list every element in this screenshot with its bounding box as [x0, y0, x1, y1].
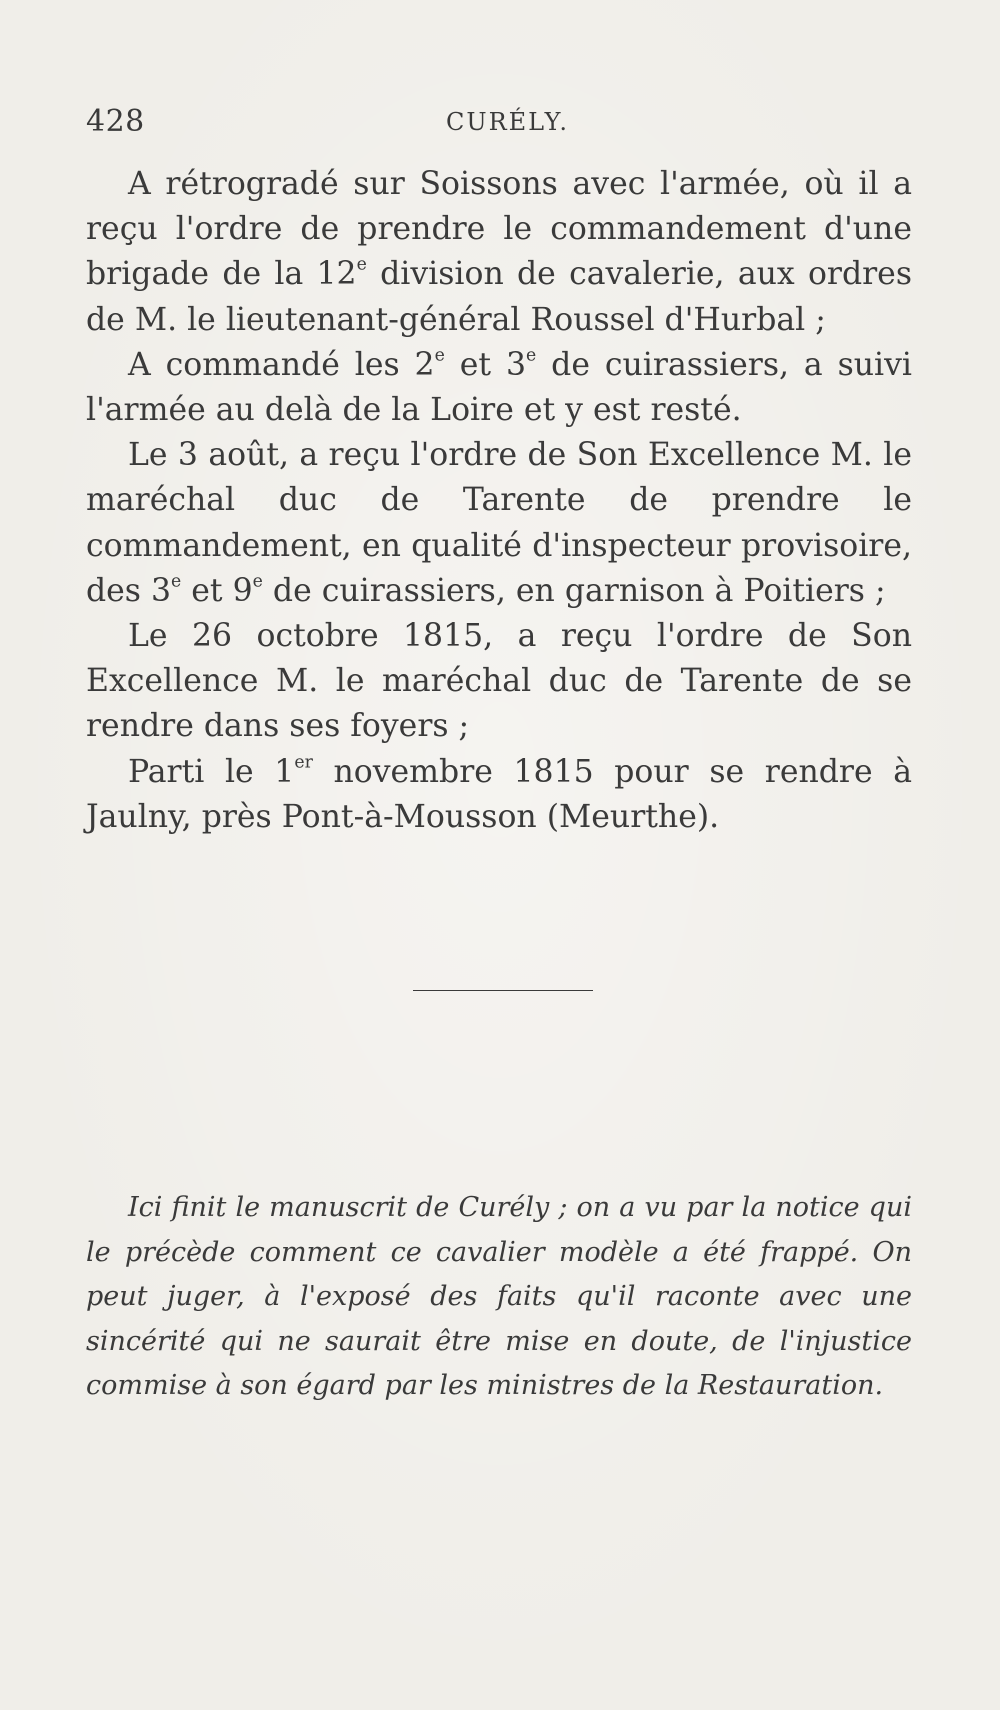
- section-divider: [413, 990, 593, 991]
- superscript: er: [294, 751, 313, 772]
- superscript: e: [171, 571, 182, 592]
- closing-note: [86, 1186, 912, 1409]
- superscript: e: [252, 571, 263, 592]
- paragraph-text: novembre 1815 pour se rendre à Jaulny, près Pont-à-Mousson (Meurthe).: [86, 753, 912, 835]
- running-title: CURÉLY.: [446, 108, 569, 136]
- paragraph-text: Parti le 1: [128, 753, 295, 790]
- paragraph-text: de cuirassiers, a suivi l'armée au delà de la Loire et y est resté.: [86, 346, 912, 429]
- body-text: [86, 162, 912, 840]
- paragraph-text: division de cavalerie, aux ordres de M. le lieutenant-général Roussel d'Hurbal ;: [86, 256, 912, 338]
- paragraph-text: et 3: [444, 346, 527, 383]
- paragraph: [86, 162, 912, 343]
- closing-note-text: Ici finit le manuscrit de Curély ; on a vu par la notice qui le précède comment ce cavalier modèle a été frappé. On peut juger, à l'exposé des faits qu'il raconte avec une sincérité qui ne saurait être mise en doute, de l'injustice commise à son égard par les ministres de la Restauration.: [86, 1192, 912, 1401]
- page-number: 428: [86, 104, 145, 139]
- paragraph-text: A commandé les 2: [128, 346, 435, 383]
- paragraph-text: et 9: [181, 572, 253, 609]
- superscript: e: [356, 254, 367, 275]
- superscript: e: [434, 345, 445, 366]
- paragraph-text: Le 26 octobre 1815, a reçu l'ordre de Son Excellence M. le maréchal duc de Tarente de se rendre dans ses foyers ;: [86, 618, 912, 745]
- paragraph: [86, 343, 912, 433]
- paragraph: [86, 433, 912, 614]
- paragraph-text: A rétrogradé sur Soissons avec l'armée, où il a reçu l'ordre de prendre le commandement d'une brigade de la 12: [86, 166, 912, 293]
- paragraph: [86, 614, 912, 750]
- page-header: [86, 104, 912, 144]
- paragraph-text: Le 3 août, a reçu l'ordre de Son Excellence M. le maréchal duc de Tarente de prendre le commandement, en qualité d'inspecteur provisoire, des 3: [86, 437, 912, 609]
- superscript: e: [526, 345, 537, 366]
- paragraph: [86, 750, 912, 840]
- paragraph-text: de cuirassiers, en garnison à Poitiers ;: [262, 572, 886, 609]
